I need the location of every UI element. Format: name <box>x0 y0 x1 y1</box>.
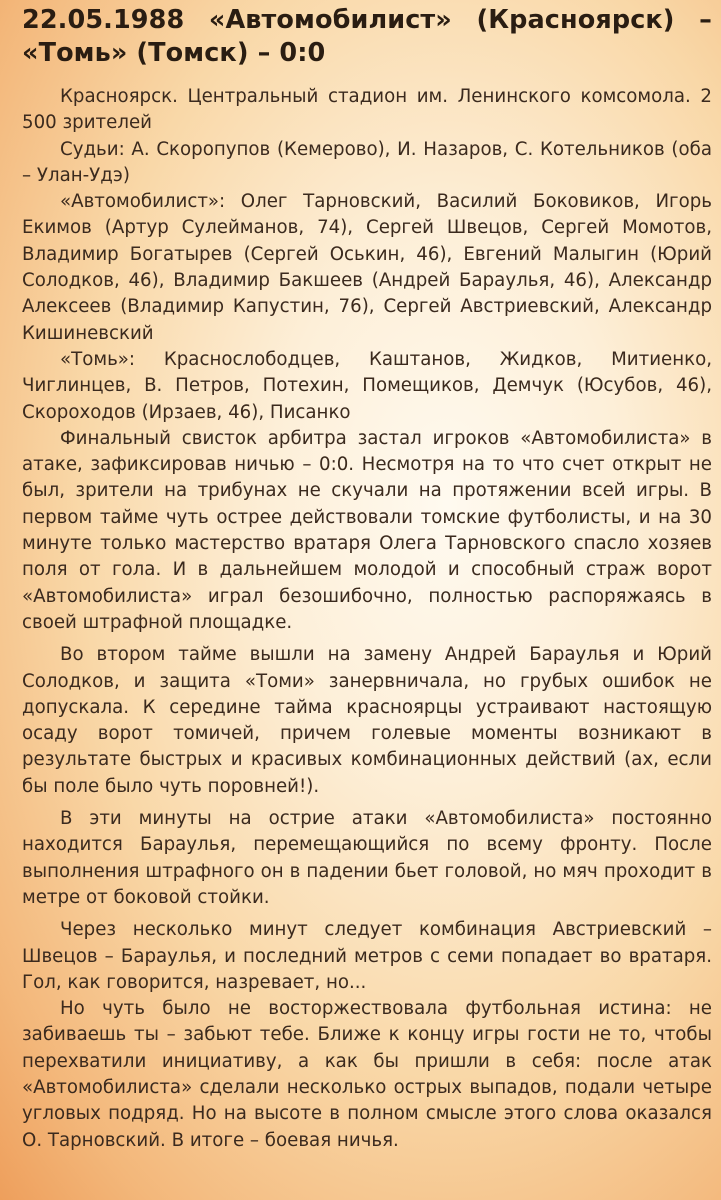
title-line-1: 22.05.1988 «Автомобилист» (Красноярск) – <box>22 5 712 35</box>
match-venue-paragraph: Красноярск. Центральный стадион им. Ленинского комсомола. 2 500 зрителей <box>22 86 712 134</box>
match-report-paragraph: Финальный свисток арбитра застал игроков «Автомобилиста» в атаке, зафиксировав ничью – 0:0. Несмотря на то что счет открыт не был, зрители на трибунах не скучали на протяжении всей игры. В первом тайме чуть острее действовали томские футболисты, и на 30 минуте только мастерство вратаря Олега Тарновского спасло хозяев поля от гола. И в дальнейшем молодой и способный страж ворот «Автомобилиста» играл безошибочно, полностью распоряжаясь в своей штрафной площадке. <box>22 427 712 633</box>
referees-paragraph: Судьи: А. Скоропупов (Кемерово), И. Назаров, С. Котельников (оба – Улан-Удэ) <box>22 138 712 186</box>
match-report-paragraph: Во втором тайме вышли на замену Андрей Бараулья и Юрий Солодков, и защита «Томи» занервничала, но грубых ошибок не допускала. К середине тайма красноярцы устраивают настоящую осаду ворот томичей, причем голевые моменты возникают в результате быстрых и красивых комбинационных действий (ах, если бы поле было чуть поровней!). <box>22 644 712 797</box>
article-body <box>22 84 712 1154</box>
article-title <box>22 4 712 70</box>
match-report-paragraph: Но чуть было не восторжествовала футбольная истина: не забиваешь ты – забьют тебе. Ближе к концу игры гости не то, чтобы перехватили инициативу, а как бы пришли в себя: после атак «Автомобилиста» сделали несколько острых выпадов, подали четыре угловых подряд. Но на высоте в полном смысле этого слова оказался О. Тарновский. В итоге – боевая ничья. <box>22 998 712 1151</box>
tom-lineup-paragraph: «Томь»: Краснослободцев, Каштанов, Жидков, Митиенко, Чиглинцев, В. Петров, Потехин, Помещиков, Демчук (Юсубов, 46), Скороходов (Ирзаев, 46), Писанко <box>22 348 712 423</box>
avtomobilist-lineup-paragraph: «Автомобилист»: Олег Тарновский, Василий Боковиков, Игорь Екимов (Артур Сулейманов, 74), Сергей Швецов, Сергей Момотов, Владимир Богатырев (Сергей Оськин, 46), Евгений Малыгин (Юрий Солодков, 46), Владимир Бакшеев (Андрей Бараулья, 46), Александр Алексеев (Владимир Капустин, 76), Сергей Австриевский, Александр Кишиневский <box>22 191 712 344</box>
title-line-2: «Томь» (Томск) – 0:0 <box>22 38 326 68</box>
match-report-paragraph: В эти минуты на острие атаки «Автомобилиста» постоянно находится Бараулья, перемещающийся по всему фронту. После выполнения штрафного он в падении бьет головой, но мяч проходит в метре от боковой стойки. <box>22 808 712 908</box>
match-report-paragraph: Через несколько минут следует комбинация Австриевский – Швецов – Бараулья, и последний метров с семи попадает во вратаря. Гол, как говорится, назревает, но... <box>22 919 712 993</box>
